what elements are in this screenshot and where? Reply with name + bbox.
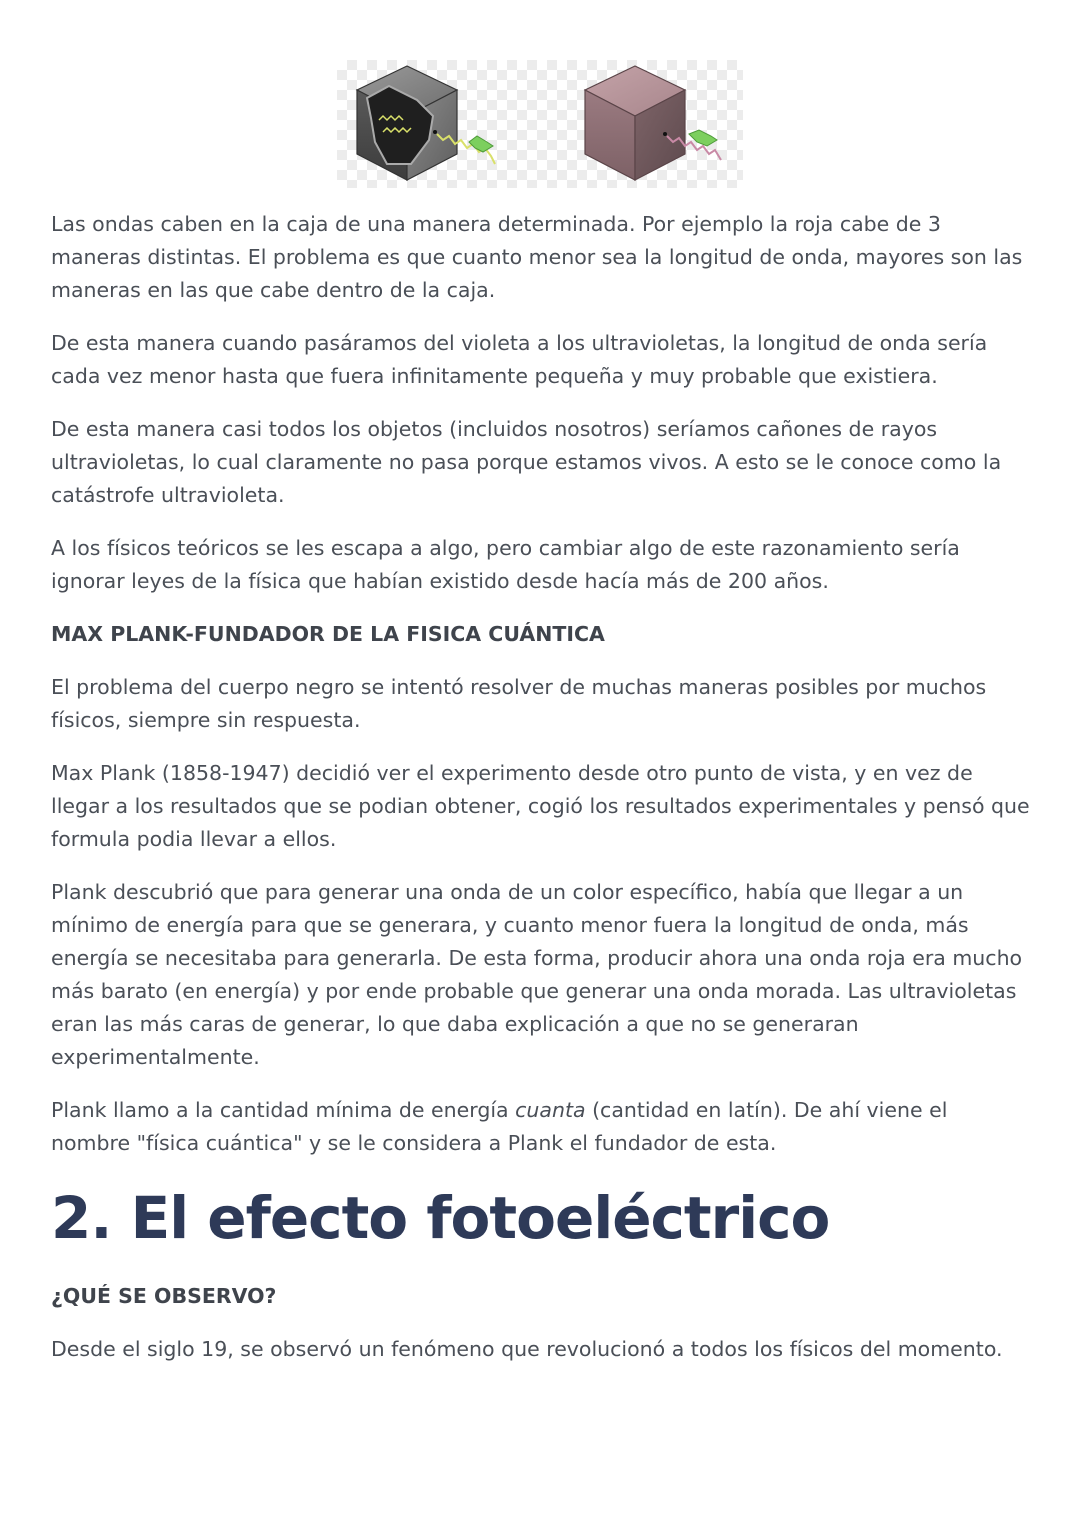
paragraph-plank-approach: Max Plank (1858-1947) decidió ver el experimento desde otro punto de vista, y en vez de llegar a los resultados que se podian obtener, cogió los resultados experimentales y pensó que formula podia llevar a ellos. (51, 761, 1030, 851)
blackbody-boxes-figure (337, 60, 743, 188)
paragraph-violet-ultraviolet: De esta manera cuando pasáramos del violeta a los ultravioletas, la longitud de onda sería cada vez menor hasta que fuera infinitamente pequeña y muy probable que existiera. (51, 331, 988, 388)
cuanta-term: cuanta (515, 1098, 586, 1122)
solid-box (585, 66, 685, 180)
blackbody-boxes-illustration (337, 60, 743, 188)
subheading-what-observed: ¿QUÉ SE OBSERVO? (51, 1284, 277, 1308)
section-title-photoelectric: 2. El efecto fotoeléctrico (51, 1184, 830, 1252)
cuanta-text-after: (cantidad en latín). De ahí viene el nombre "física cuántica" y se le considera a Plank el fundador de esta. (51, 1098, 948, 1155)
green-arrow-left (469, 136, 493, 152)
paragraph-plank-discovery: Plank descubrió que para generar una onda de un color específico, había que llegar a un mínimo de energía para que se generara, y cuanto menor fuera la longitud de onda, más energía se necesitaba para generarla. De esta forma, producir ahora una onda roja era mucho más barato (en energía) y por ende probable que generar una onda morada. Las ultravioletas eran las más caras de generar, lo que daba explicación a que no se generaran experimentalmente. (51, 880, 1023, 1069)
cavity-box (357, 66, 457, 180)
document-body (51, 208, 1031, 1386)
heading-max-plank: MAX PLANK-FUNDADOR DE LA FISICA CUÁNTICA (51, 622, 605, 646)
paragraph-19th-century: Desde el siglo 19, se observó un fenómeno que revolucionó a todos los físicos del momento. (51, 1337, 1003, 1361)
paragraph-theoretical-physicists: A los físicos teóricos se les escapa a algo, pero cambiar algo de este razonamiento sería ignorar leyes de la física que habían existido desde hacía más de 200 años. (51, 536, 960, 593)
paragraph-wave-fit: Las ondas caben en la caja de una manera determinada. Por ejemplo la roja cabe de 3 maneras distintas. El problema es que cuanto menor sea la longitud de onda, mayores son las maneras en las que cabe dentro de la caja. (51, 212, 1023, 302)
cuanta-text-before: Plank llamo a la cantidad mínima de energía (51, 1098, 516, 1122)
paragraph-blackbody-problem: El problema del cuerpo negro se intentó resolver de muchas maneras posibles por muchos físicos, siempre sin respuesta. (51, 675, 987, 732)
paragraph-cuanta (51, 1094, 1031, 1160)
paragraph-ultraviolet-catastrophe: De esta manera casi todos los objetos (incluidos nosotros) seríamos cañones de rayos ultravioletas, lo cual claramente no pasa porque estamos vivos. A esto se le conoce como la catástrofe ultravioleta. (51, 417, 1002, 507)
